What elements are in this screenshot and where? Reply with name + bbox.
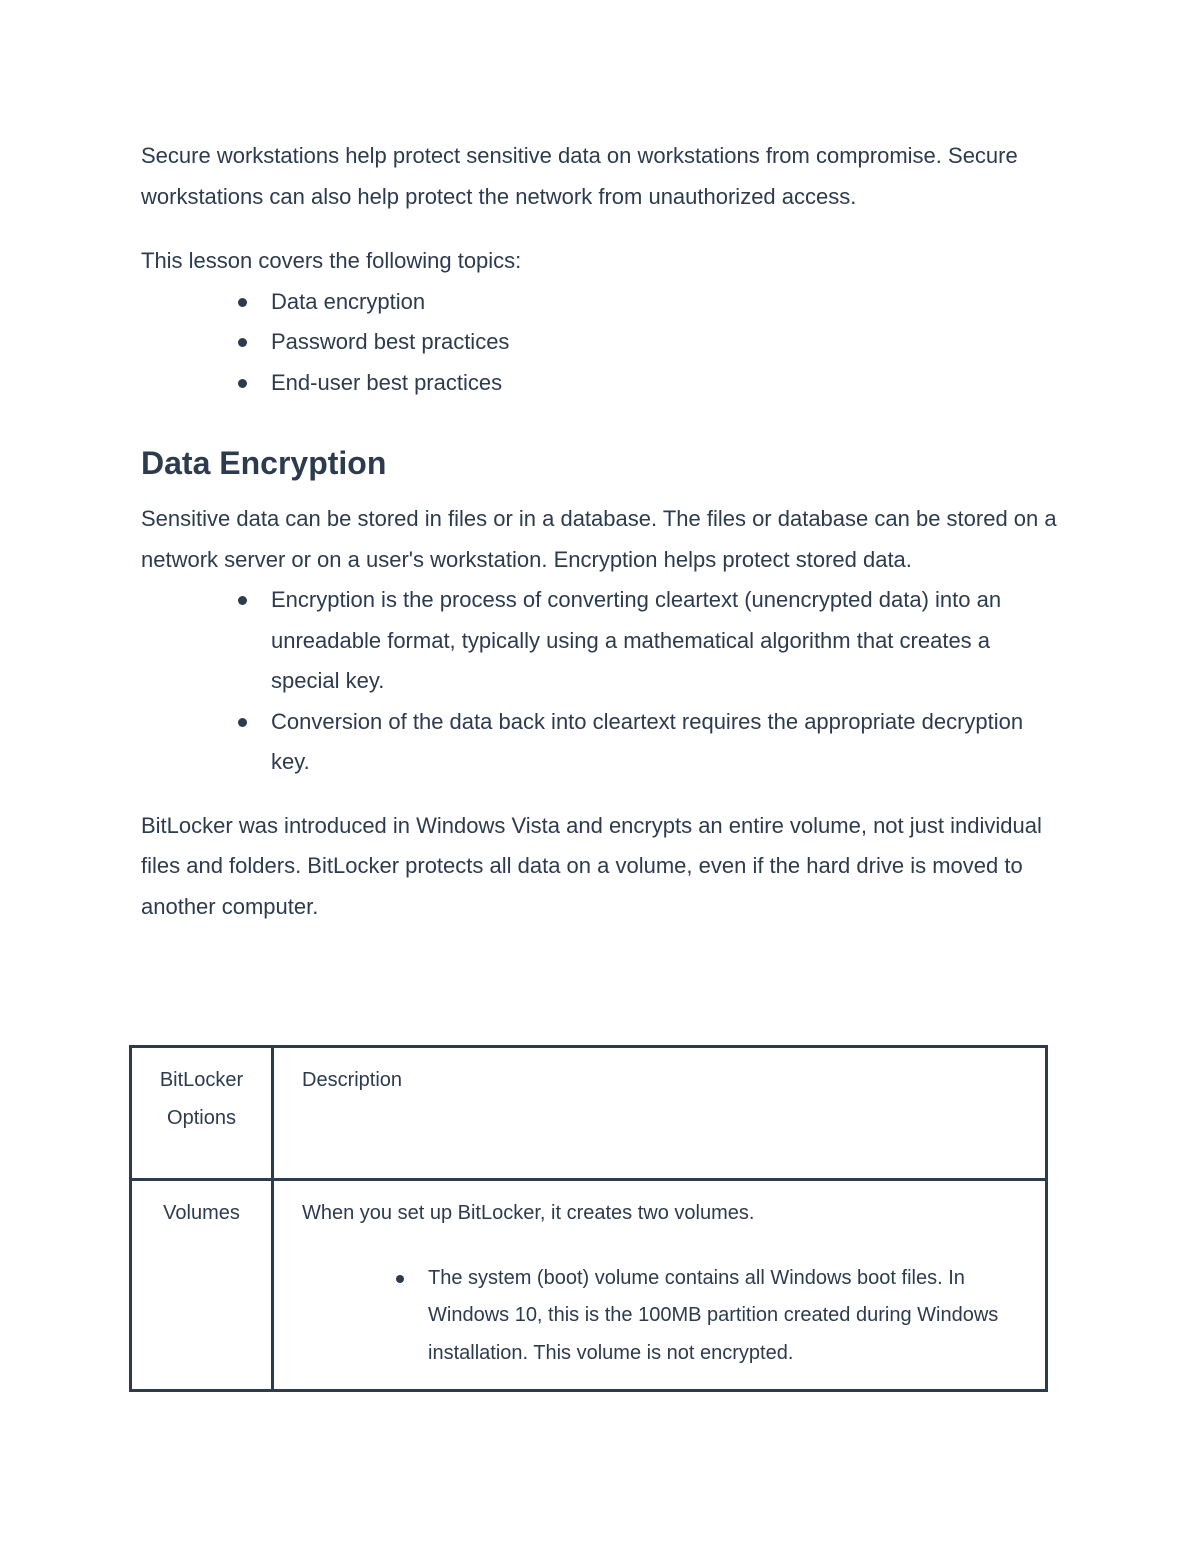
bitlocker-paragraph: BitLocker was introduced in Windows Vista and encrypts an entire volume, not just individual files and folders. BitLocker protects all data on a volume, even if the hard drive is moved to another computer. bbox=[141, 812, 1042, 919]
bullet-icon bbox=[396, 1275, 404, 1283]
table-cell-bullets bbox=[302, 1260, 1045, 1373]
list-item: Password best practices bbox=[141, 322, 1061, 363]
encryption-bullets bbox=[141, 580, 1061, 783]
bullet-icon bbox=[238, 596, 247, 605]
table-header-description: Description bbox=[302, 1069, 403, 1091]
list-item: Conversion of the data back into cleartext requires the appropriate decryption key. bbox=[141, 702, 1061, 783]
list-item: End-user best practices bbox=[141, 363, 1061, 404]
intro-paragraph: Secure workstations help protect sensitive data on workstations from compromise. Secure workstations can also help protect the network from unauthorized access. bbox=[141, 143, 1018, 209]
bullet-icon bbox=[238, 718, 247, 727]
table-cell-description-text: When you set up BitLocker, it creates two volumes. bbox=[302, 1202, 755, 1224]
document-body bbox=[141, 136, 1061, 927]
list-item: Data encryption bbox=[141, 282, 1061, 323]
topics-lead: This lesson covers the following topics: bbox=[141, 248, 522, 273]
bullet-icon bbox=[238, 379, 247, 388]
section-heading: Data Encryption bbox=[141, 445, 387, 481]
bitlocker-table bbox=[129, 1045, 1048, 1392]
table-cell-description bbox=[274, 1181, 1045, 1372]
table-header-options: BitLocker Options bbox=[159, 1069, 244, 1129]
topics-list bbox=[141, 282, 1061, 404]
list-item: The system (boot) volume contains all Windows boot files. In Windows 10, this is the 100MB partition created during Windows installation. This volume is not encrypted. bbox=[302, 1260, 1045, 1373]
list-item: Encryption is the process of converting cleartext (unencrypted data) into an unreadable format, typically using a mathematical algorithm that creates a special key. bbox=[141, 580, 1061, 702]
bullet-icon bbox=[238, 298, 247, 307]
encryption-paragraph: Sensitive data can be stored in files or in a database. The files or database can be stored on a network server or on a user's workstation. Encryption helps protect stored data. bbox=[141, 506, 1057, 572]
table-cell-option: Volumes bbox=[163, 1202, 240, 1224]
bullet-icon bbox=[238, 338, 247, 347]
